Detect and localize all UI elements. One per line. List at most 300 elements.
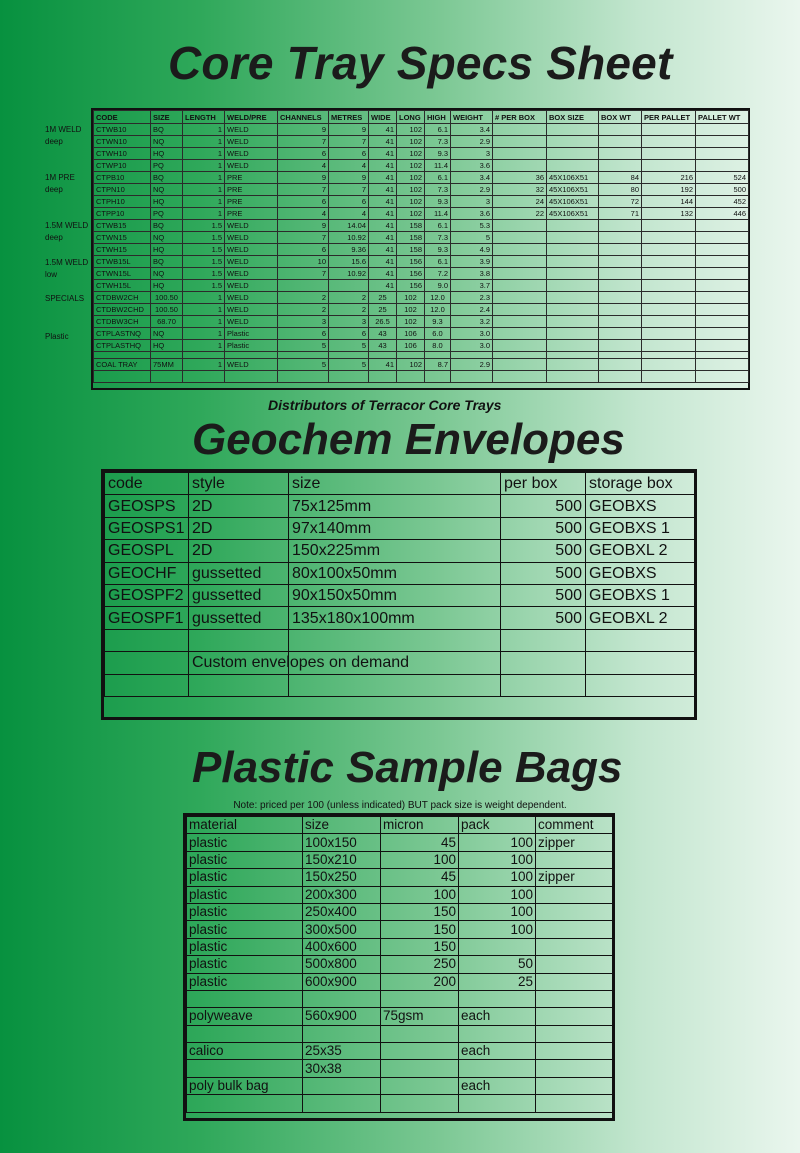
table-cell: 7 (278, 268, 329, 280)
table-cell (459, 938, 536, 955)
table-cell: 1.5 (183, 244, 225, 256)
table-row (187, 886, 613, 903)
table-row (187, 956, 613, 973)
table-row (105, 652, 695, 674)
table-cell: 25 (369, 292, 397, 304)
table-cell (329, 280, 369, 292)
table-cell: 6 (278, 244, 329, 256)
table-cell: plastic (187, 903, 303, 920)
table-cell: 10.92 (329, 232, 369, 244)
table-cell: 75x125mm (289, 495, 501, 517)
table-cell: 3.6 (451, 208, 493, 220)
table-cell: zipper (536, 834, 613, 851)
table-cell: 102 (397, 184, 425, 196)
table-cell (642, 359, 696, 371)
table-cell: 41 (369, 172, 397, 184)
table-cell: 9.36 (329, 244, 369, 256)
table-cell: 41 (369, 232, 397, 244)
table-cell (642, 280, 696, 292)
table-cell (547, 328, 599, 340)
empty-cell (599, 352, 642, 359)
table-cell: 1.5 (183, 220, 225, 232)
table-cell: 5 (278, 359, 329, 371)
table-cell: 2 (329, 292, 369, 304)
table-cell: 7 (278, 136, 329, 148)
table-cell (289, 674, 501, 696)
table-cell (599, 256, 642, 268)
core-header-row (94, 111, 749, 124)
table-cell: 7.2 (425, 268, 451, 280)
table-cell: 41 (369, 268, 397, 280)
table-cell (493, 220, 547, 232)
geochem-header-row (105, 473, 695, 495)
table-cell: BQ (151, 172, 183, 184)
table-cell: 3.2 (451, 316, 493, 328)
table-cell (459, 990, 536, 1007)
bags-header-cell: pack (459, 817, 536, 834)
table-cell: 7 (278, 232, 329, 244)
table-cell (599, 220, 642, 232)
table-cell (501, 652, 586, 674)
table-cell: Custom envelopes on demand (189, 652, 289, 674)
table-cell: 500 (501, 517, 586, 539)
empty-cell (425, 352, 451, 359)
table-row (94, 172, 749, 184)
table-cell: 102 (397, 208, 425, 220)
table-cell: 5 (329, 340, 369, 352)
empty-cell (329, 371, 369, 383)
table-cell: 41 (369, 280, 397, 292)
table-cell (303, 990, 381, 1007)
table-cell: 1 (183, 172, 225, 184)
table-cell: WELD (225, 160, 278, 172)
table-cell: 6.0 (425, 328, 451, 340)
empty-cell (151, 352, 183, 359)
table-cell: 84 (599, 172, 642, 184)
table-cell: 1 (183, 124, 225, 136)
empty-cell (397, 371, 425, 383)
bags-header-cell: material (187, 817, 303, 834)
table-cell: 41 (369, 184, 397, 196)
table-row (94, 148, 749, 160)
empty-cell (369, 352, 397, 359)
table-cell: 100 (459, 903, 536, 920)
table-row (94, 328, 749, 340)
table-cell (536, 956, 613, 973)
table-cell (642, 304, 696, 316)
table-cell: 6 (278, 328, 329, 340)
table-cell (303, 1095, 381, 1112)
table-cell (459, 1025, 536, 1042)
table-cell: CTWH15L (94, 280, 151, 292)
core-header-cell: BOX WT (599, 111, 642, 124)
table-cell (536, 1008, 613, 1025)
table-row (105, 584, 695, 606)
empty-cell (183, 371, 225, 383)
table-cell: 25 (459, 973, 536, 990)
table-cell: 41 (369, 160, 397, 172)
table-cell: 3 (278, 316, 329, 328)
table-cell (187, 990, 303, 1007)
table-cell: 3.9 (451, 256, 493, 268)
table-cell (586, 674, 695, 696)
table-cell: Plastic (225, 328, 278, 340)
table-cell: 100 (459, 851, 536, 868)
table-cell (642, 244, 696, 256)
table-cell (493, 316, 547, 328)
table-cell (493, 136, 547, 148)
table-cell: WELD (225, 244, 278, 256)
table-cell: 9 (329, 124, 369, 136)
table-cell (289, 629, 501, 651)
table-cell: 150 (381, 921, 459, 938)
table-cell (536, 1043, 613, 1060)
table-cell (642, 124, 696, 136)
core-header-cell: PALLET WT (696, 111, 749, 124)
table-cell: HQ (151, 196, 183, 208)
table-cell (696, 124, 749, 136)
table-cell (547, 340, 599, 352)
empty-cell (599, 371, 642, 383)
table-cell: PRE (225, 184, 278, 196)
table-cell: 400x600 (303, 938, 381, 955)
table-cell (696, 280, 749, 292)
table-cell: plastic (187, 938, 303, 955)
table-cell: WELD (225, 304, 278, 316)
table-row (187, 1043, 613, 1060)
table-cell: 1.5 (183, 280, 225, 292)
table-cell: HQ (151, 340, 183, 352)
table-cell: 5 (451, 232, 493, 244)
table-cell: GEOSPF1 (105, 607, 189, 629)
table-cell: 30x38 (303, 1060, 381, 1077)
table-cell: 41 (369, 256, 397, 268)
table-cell: 2D (189, 495, 289, 517)
table-cell (547, 292, 599, 304)
table-cell: WELD (225, 268, 278, 280)
table-cell (642, 340, 696, 352)
table-cell: zipper (536, 869, 613, 886)
table-cell: 1.5 (183, 268, 225, 280)
table-cell (642, 136, 696, 148)
table-cell: 156 (397, 256, 425, 268)
table-cell (599, 304, 642, 316)
table-cell: 4 (329, 160, 369, 172)
table-cell (599, 340, 642, 352)
table-cell: 3.4 (451, 172, 493, 184)
table-cell: 12.0 (425, 304, 451, 316)
table-cell: 150x250 (303, 869, 381, 886)
table-cell: 100 (381, 851, 459, 868)
table-cell (547, 244, 599, 256)
table-cell (547, 232, 599, 244)
table-cell (493, 124, 547, 136)
table-cell: NQ (151, 184, 183, 196)
empty-row (94, 371, 749, 383)
empty-cell (278, 371, 329, 383)
table-cell: 9.3 (425, 196, 451, 208)
table-cell: plastic (187, 956, 303, 973)
core-header-cell: WEIGHT (451, 111, 493, 124)
empty-cell (151, 371, 183, 383)
table-cell: 3 (329, 316, 369, 328)
table-cell: plastic (187, 851, 303, 868)
empty-cell (696, 371, 749, 383)
table-cell: CTWP10 (94, 160, 151, 172)
table-cell (536, 1025, 613, 1042)
table-cell: each (459, 1043, 536, 1060)
table-cell: 3.7 (451, 280, 493, 292)
table-cell (536, 1077, 613, 1094)
table-cell: 45X106X51 (547, 172, 599, 184)
table-cell: 102 (397, 304, 425, 316)
table-cell: 7 (329, 184, 369, 196)
table-cell (493, 280, 547, 292)
table-cell (381, 1025, 459, 1042)
geochem-header-cell: size (289, 473, 501, 495)
table-cell: 144 (642, 196, 696, 208)
table-cell: 2.3 (451, 292, 493, 304)
table-cell: WELD (225, 316, 278, 328)
table-cell: WELD (225, 359, 278, 371)
table-row (94, 160, 749, 172)
table-cell (642, 316, 696, 328)
table-row (94, 244, 749, 256)
table-row (94, 340, 749, 352)
table-row (105, 540, 695, 562)
table-cell (696, 292, 749, 304)
table-cell: 102 (397, 160, 425, 172)
table-cell: 1 (183, 316, 225, 328)
table-cell: 158 (397, 232, 425, 244)
table-row (105, 562, 695, 584)
table-cell: 2.9 (451, 359, 493, 371)
table-cell: 41 (369, 244, 397, 256)
table-cell (696, 232, 749, 244)
table-row (94, 304, 749, 316)
table-cell (696, 304, 749, 316)
table-cell: calico (187, 1043, 303, 1060)
table-row (187, 1095, 613, 1112)
table-cell: 6 (329, 196, 369, 208)
table-cell: 132 (642, 208, 696, 220)
table-cell (696, 244, 749, 256)
table-cell (536, 938, 613, 955)
table-cell: 500 (501, 562, 586, 584)
table-cell: 106 (397, 328, 425, 340)
table-cell: 45 (381, 834, 459, 851)
table-cell: 68.70 (151, 316, 183, 328)
table-cell: GEOSPS1 (105, 517, 189, 539)
core-header-cell: CHANNELS (278, 111, 329, 124)
table-cell (642, 232, 696, 244)
table-cell: 1.5 (183, 256, 225, 268)
side-label-plastic: Plastic (45, 332, 69, 341)
table-cell: 6 (278, 196, 329, 208)
table-cell: WELD (225, 292, 278, 304)
table-cell: 100 (459, 921, 536, 938)
table-cell: WELD (225, 136, 278, 148)
table-row (187, 869, 613, 886)
table-cell: CTDBW2CH (94, 292, 151, 304)
table-cell: WELD (225, 124, 278, 136)
table-cell: 500x800 (303, 956, 381, 973)
table-row (94, 359, 749, 371)
table-cell (536, 886, 613, 903)
table-cell: 102 (397, 148, 425, 160)
table-cell (696, 316, 749, 328)
table-cell: 250 (381, 956, 459, 973)
bags-header-cell: size (303, 817, 381, 834)
table-cell: GEOSPS (105, 495, 189, 517)
table-cell (536, 1095, 613, 1112)
table-cell: 41 (369, 124, 397, 136)
table-cell (599, 292, 642, 304)
table-cell: CTPN10 (94, 184, 151, 196)
table-cell: 1 (183, 184, 225, 196)
table-cell: PQ (151, 208, 183, 220)
table-cell: 2.4 (451, 304, 493, 316)
geochem-title: Geochem Envelopes (192, 415, 625, 464)
table-row (94, 136, 749, 148)
table-cell: 2.9 (451, 136, 493, 148)
table-cell: CTPP10 (94, 208, 151, 220)
table-cell (547, 316, 599, 328)
table-cell: 5 (329, 359, 369, 371)
geochem-header-cell: style (189, 473, 289, 495)
table-cell: CTPLASTNQ (94, 328, 151, 340)
table-cell (642, 148, 696, 160)
table-row (187, 973, 613, 990)
table-cell: 102 (397, 359, 425, 371)
table-cell: 7.3 (425, 232, 451, 244)
core-header-cell: BOX SIZE (547, 111, 599, 124)
empty-cell (425, 371, 451, 383)
table-cell: 3 (451, 148, 493, 160)
table-cell (501, 674, 586, 696)
table-cell (547, 160, 599, 172)
table-cell: gussetted (189, 562, 289, 584)
table-cell: 75gsm (381, 1008, 459, 1025)
table-cell (536, 990, 613, 1007)
table-cell: 50 (459, 956, 536, 973)
table-row (187, 990, 613, 1007)
table-cell: 135x180x100mm (289, 607, 501, 629)
table-cell: Plastic (225, 340, 278, 352)
table-cell (599, 160, 642, 172)
table-cell: 1 (183, 328, 225, 340)
table-cell (189, 674, 289, 696)
table-cell: BQ (151, 256, 183, 268)
table-cell: CTDBW3CH (94, 316, 151, 328)
table-cell: BQ (151, 124, 183, 136)
table-cell: PRE (225, 208, 278, 220)
plastic-bags-table (183, 813, 615, 1121)
side-label-15m-weld-deep: 1.5M WELD deep (45, 221, 89, 242)
table-cell: 102 (397, 172, 425, 184)
table-cell: 524 (696, 172, 749, 184)
table-cell: 500 (501, 495, 586, 517)
table-cell: 12.0 (425, 292, 451, 304)
table-cell (586, 652, 695, 674)
table-cell: 90x150x50mm (289, 584, 501, 606)
table-cell: 200x300 (303, 886, 381, 903)
table-cell (493, 244, 547, 256)
table-cell: 3 (451, 196, 493, 208)
table-cell: 192 (642, 184, 696, 196)
table-cell: COAL TRAY (94, 359, 151, 371)
table-cell: CTWN10 (94, 136, 151, 148)
table-cell (599, 148, 642, 160)
table-cell: 2.9 (451, 184, 493, 196)
table-cell (599, 328, 642, 340)
table-cell: CTWB15 (94, 220, 151, 232)
table-cell: 43 (369, 328, 397, 340)
table-cell: 26.5 (369, 316, 397, 328)
table-cell (536, 851, 613, 868)
table-cell: 6 (329, 328, 369, 340)
table-cell: 45X106X51 (547, 184, 599, 196)
table-cell (599, 244, 642, 256)
table-cell (547, 220, 599, 232)
table-cell: 9.0 (425, 280, 451, 292)
table-row (105, 517, 695, 539)
table-cell: 41 (369, 196, 397, 208)
table-cell (501, 629, 586, 651)
table-cell: 4.9 (451, 244, 493, 256)
table-cell: each (459, 1077, 536, 1094)
table-cell: 1.5 (183, 232, 225, 244)
table-cell: 11.4 (425, 160, 451, 172)
table-cell: GEOBXL 2 (586, 607, 695, 629)
table-cell: CTPH10 (94, 196, 151, 208)
table-cell: 150 (381, 938, 459, 955)
bags-header-cell: micron (381, 817, 459, 834)
table-cell (696, 256, 749, 268)
table-cell: 9.3 (425, 316, 451, 328)
table-cell: 156 (397, 268, 425, 280)
table-cell: 3.4 (451, 124, 493, 136)
table-cell: 446 (696, 208, 749, 220)
table-cell: 150x225mm (289, 540, 501, 562)
table-cell: 156 (397, 280, 425, 292)
core-header-cell: WIDE (369, 111, 397, 124)
table-cell: GEOSPF2 (105, 584, 189, 606)
empty-cell (451, 352, 493, 359)
core-header-cell: WELD/PRE (225, 111, 278, 124)
core-tray-title: Core Tray Specs Sheet (168, 37, 673, 89)
empty-cell (547, 352, 599, 359)
table-cell: 97x140mm (289, 517, 501, 539)
table-cell: 1 (183, 208, 225, 220)
table-cell: 15.6 (329, 256, 369, 268)
table-cell (547, 256, 599, 268)
table-cell: CTWB15L (94, 256, 151, 268)
table-row (94, 184, 749, 196)
table-cell: 80x100x50mm (289, 562, 501, 584)
table-cell (696, 328, 749, 340)
table-cell: 102 (397, 124, 425, 136)
table-cell: 1 (183, 304, 225, 316)
table-row (187, 834, 613, 851)
table-cell (547, 136, 599, 148)
table-cell: plastic (187, 973, 303, 990)
table-cell: 7.3 (425, 136, 451, 148)
table-cell (536, 921, 613, 938)
table-cell: 1 (183, 136, 225, 148)
core-header-cell: METRES (329, 111, 369, 124)
table-row (187, 851, 613, 868)
